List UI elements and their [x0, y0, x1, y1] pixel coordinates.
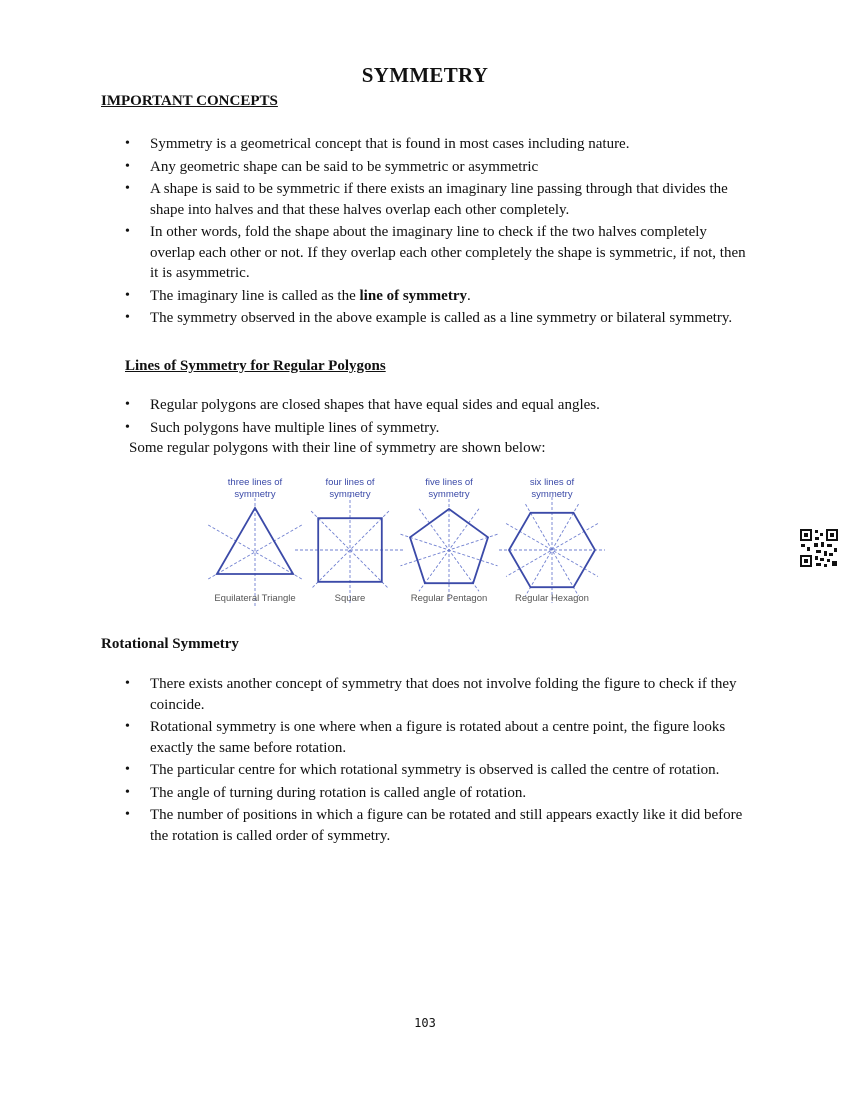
list-item: • Such polygons have multiple lines of symmetry. [125, 418, 755, 439]
polygon-symmetry-figure [195, 470, 605, 610]
list-item: • In other words, fold the shape about the imaginary line to check if the two halves completely overlap each other or not. If they overlap each other completely the shape is symmetric, if not, then it is asymmetric. [125, 222, 755, 284]
page-number: 103 [414, 1016, 436, 1030]
figure-shape-label: Regular Pentagon [410, 593, 488, 604]
regular-polygons-heading: Lines of Symmetry for Regular Polygons [125, 358, 386, 374]
list-item: • The symmetry observed in the above example is called as a line symmetry or bilateral symmetry. [125, 308, 755, 329]
figure-shape-label: Square [334, 593, 366, 604]
list-item: • The particular centre for which rotational symmetry is observed is called the centre of rotation. [125, 760, 755, 781]
list-item: • The number of positions in which a figure can be rotated and still appears exactly like it did before the rotation is called order of symmetry. [125, 805, 755, 846]
figure-caption: symmetry [531, 489, 573, 500]
page-title: SYMMETRY [361, 63, 489, 87]
polygons-intro-text: Some regular polygons with their line of symmetry are shown below: [129, 440, 546, 456]
figure-caption: six lines of [529, 477, 575, 488]
rotational-symmetry-heading: Rotational Symmetry [101, 636, 239, 652]
rotational-symmetry-list [125, 674, 755, 848]
figure-shape-label: Equilateral Triangle [214, 593, 296, 604]
list-item: • Rotational symmetry is one where when a figure is rotated about a centre point, the figure looks exactly the same before rotation. [125, 717, 755, 758]
list-item: • Regular polygons are closed shapes that have equal sides and equal angles. [125, 395, 755, 416]
line-of-symmetry-term: line of symmetry [359, 287, 467, 304]
figure-caption: symmetry [234, 489, 276, 500]
important-concepts-list [125, 134, 755, 331]
important-concepts-heading: IMPORTANT CONCEPTS [101, 93, 278, 109]
list-item: • Any geometric shape can be said to be symmetric or asymmetric [125, 157, 755, 178]
list-item: • The angle of turning during rotation is called angle of rotation. [125, 783, 755, 804]
figure-caption: four lines of [325, 477, 375, 488]
figure-shape-label: Regular Hexagon [515, 593, 589, 604]
qr-code-icon [799, 528, 839, 568]
list-item: • There exists another concept of symmetry that does not involve folding the figure to check if they coincide. [125, 674, 755, 715]
figure-caption: symmetry [329, 489, 371, 500]
figure-caption: five lines of [425, 477, 473, 488]
list-item: • The imaginary line is called as the line of symmetry. [125, 286, 755, 307]
polygon-symmetry-svg [195, 470, 605, 610]
list-item: • A shape is said to be symmetric if there exists an imaginary line passing through that divides the shape into halves and that these halves overlap each other completely. [125, 179, 755, 220]
figure-caption: symmetry [428, 489, 470, 500]
figure-caption: three lines of [227, 477, 283, 488]
regular-polygons-list [125, 395, 755, 440]
list-item: • Symmetry is a geometrical concept that is found in most cases including nature. [125, 134, 755, 155]
